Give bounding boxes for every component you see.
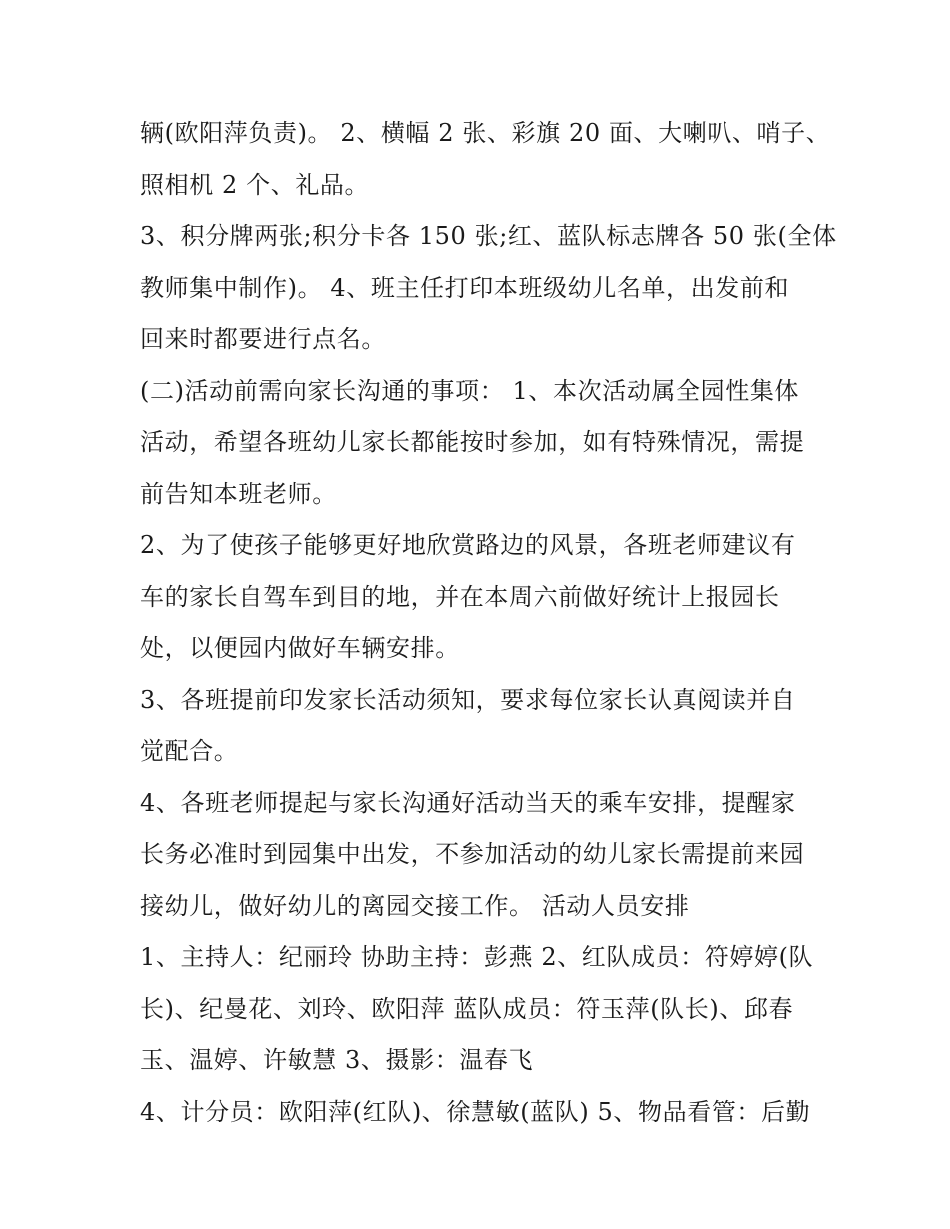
text-line: 前告知本班老师。	[140, 479, 337, 508]
text-line: 4、计分员：欧阳萍(红队)、徐慧敏(蓝队) 5、物品看管：后勤	[140, 1097, 811, 1126]
text-line: 回来时都要进行点名。	[140, 325, 386, 353]
paragraph-notice	[140, 675, 820, 778]
text-line: 2、为了使孩子能够更好地欣赏路边的风景，各班老师建议有	[140, 531, 796, 559]
paragraph-score-cards	[140, 211, 837, 366]
text-line: 长务必准时到园集中出发，不参加活动的幼儿家长需提前来园	[140, 840, 805, 868]
text-line: 辆(欧阳萍负责)。 2、横幅 2 张、彩旗 20 面、大喇叭、哨子、	[140, 119, 831, 147]
paragraph-transport	[140, 778, 820, 933]
text-line: 长)、纪曼花、刘玲、欧阳萍 蓝队成员：符玉萍(队长)、邱春	[140, 994, 794, 1023]
paragraph-supplies	[140, 108, 831, 211]
text-line: (二)活动前需向家长沟通的事项： 1、本次活动属全园性集体	[140, 376, 800, 405]
text-line: 1、主持人：纪丽玲 协助主持：彭燕 2、红队成员：符婷婷(队	[140, 943, 814, 971]
paragraph-scorekeepers	[140, 1087, 820, 1139]
text-line: 车的家长自驾车到目的地，并在本周六前做好统计上报园长	[140, 582, 780, 611]
text-line: 3、各班提前印发家长活动须知，要求每位家长认真阅读并自	[140, 685, 796, 714]
text-line: 处，以便园内做好车辆安排。	[140, 634, 460, 662]
document-body	[140, 108, 837, 1138]
paragraph-self-driving	[140, 520, 820, 675]
text-line: 接幼儿，做好幼儿的离园交接工作。 活动人员安排	[140, 891, 690, 920]
text-line: 3、积分牌两张;积分卡各 150 张;红、蓝队标志牌各 50 张(全体	[140, 222, 837, 250]
text-line: 4、各班老师提起与家长沟通好活动当天的乘车安排，提醒家	[140, 788, 796, 817]
paragraph-parent-communication	[140, 366, 820, 521]
text-line: 照相机 2 个、礼品。	[140, 170, 370, 199]
text-line: 活动，希望各班幼儿家长都能按时参加，如有特殊情况，需提	[140, 428, 805, 456]
text-line: 教师集中制作)。 4、班主任打印本班级幼儿名单，出发前和	[140, 273, 790, 302]
paragraph-staff	[140, 932, 820, 1087]
text-line: 玉、温婷、许敏慧 3、摄影：温春飞	[140, 1046, 534, 1074]
text-line: 觉配合。	[140, 737, 239, 765]
